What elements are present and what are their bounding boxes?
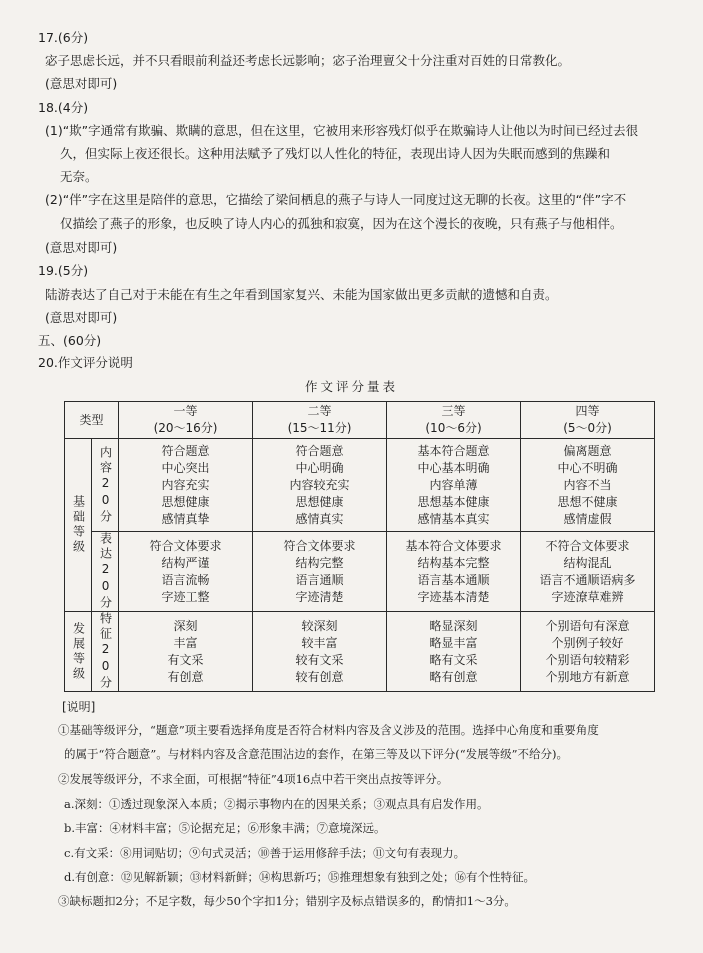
- table-cell: 内容充实: [161, 477, 210, 492]
- table-cell: 有创意: [167, 669, 204, 684]
- content-grade-3: [387, 439, 521, 532]
- q18-p1-line1: (1)“欺”字通常有欺骗、欺瞒的意思，但在这里，它被用来形容残灯似乎在欺骗诗人让他以为时间已经过去很: [45, 123, 639, 138]
- table-cell: 语言通顺: [295, 572, 344, 587]
- table-cell: 结构严谨: [161, 555, 210, 570]
- grade-4-name: 四等: [575, 404, 600, 418]
- table-cell: 感情虚假: [563, 511, 612, 526]
- table-cell: 思想不健康: [557, 494, 618, 509]
- table-cell: 略有文采: [429, 652, 478, 667]
- table-cell: 中心突出: [161, 460, 210, 475]
- notes-label: [说明]: [62, 700, 96, 714]
- table-cell: 中心基本明确: [417, 460, 490, 475]
- table-cell: 较丰富: [301, 635, 338, 650]
- table-cell: 字迹基本清楚: [417, 589, 490, 604]
- content-label: 内容20分: [92, 439, 119, 532]
- table-cell: 个别语句有深意: [545, 618, 630, 633]
- note-2b: b.丰富：④材料丰富；⑤论据充足；⑥形象丰满；⑦意境深远。: [64, 821, 386, 835]
- grade-3-range: (10～6分): [425, 421, 482, 435]
- feature-grade-2: [253, 612, 387, 692]
- basic-level-label: 基础等级: [65, 439, 92, 612]
- content-grade-1: [119, 439, 253, 532]
- note-2c: c.有文采：⑧用词贴切；⑨句式灵活；⑩善于运用修辞手法；⑪文句有表现力。: [64, 846, 466, 860]
- table-cell: 符合题意: [295, 443, 344, 458]
- table-cell: 有文采: [167, 652, 204, 667]
- table-cell: 较有创意: [295, 669, 344, 684]
- expression-label: 表达20分: [92, 532, 119, 612]
- content-grade-2: [253, 439, 387, 532]
- table-cell: 符合文体要求: [283, 538, 356, 553]
- table-title: 作文评分量表: [304, 379, 398, 394]
- table-cell: 个别例子较好: [551, 635, 624, 650]
- feature-row: [65, 612, 655, 692]
- grade-2-header: [253, 402, 387, 439]
- grade-2-range: (15～11分): [287, 421, 352, 435]
- table-cell: 基本符合文体要求: [405, 538, 502, 553]
- table-cell: 个别语句较精彩: [545, 652, 630, 667]
- section-5-heading: 五、(60分): [38, 333, 102, 348]
- q17-heading: 17.(6分): [38, 30, 89, 45]
- table-cell: 字迹清楚: [295, 589, 344, 604]
- q17-note: (意思对即可): [45, 76, 118, 91]
- expression-grade-1: [119, 532, 253, 612]
- grade-3-name: 三等: [441, 404, 466, 418]
- table-cell: 略显丰富: [429, 635, 478, 650]
- feature-grade-3: [387, 612, 521, 692]
- grading-table: [64, 401, 655, 692]
- table-cell: 深刻: [173, 618, 198, 633]
- table-cell: 略有创意: [429, 669, 478, 684]
- table-cell: 感情真挚: [161, 511, 210, 526]
- table-cell: 感情真实: [295, 511, 344, 526]
- type-label: 类型: [65, 402, 119, 439]
- note-1-line1: ①基础等级评分，“题意”项主要看选择角度是否符合材料内容及含义涉及的范围。选择中心角度和重要角度: [58, 723, 599, 737]
- grade-4-header: [521, 402, 655, 439]
- grade-1-range: (20～16分): [153, 421, 218, 435]
- table-cell: 语言基本通顺: [417, 572, 490, 587]
- note-2: ②发展等级评分，不求全面，可根据“特征”4项16点中若干突出点按等评分。: [58, 772, 449, 786]
- table-cell: 中心明确: [295, 460, 344, 475]
- q17-answer: 宓子思虑长远，并不只看眼前利益还考虑长远影响；宓子治理亶父十分注重对百姓的日常教化。: [45, 53, 571, 68]
- content-row: [65, 439, 655, 532]
- grade-3-header: [387, 402, 521, 439]
- q18-heading: 18.(4分): [38, 100, 89, 115]
- q18-p2-line1: (2)“伴”字在这里是陪伴的意思，它描绘了梁间栖息的燕子与诗人一同度过这无聊的长夜。这里的“伴”字不: [45, 192, 627, 207]
- table-cell: 较有文采: [295, 652, 344, 667]
- q19-answer: 陆游表达了自己对于未能在有生之年看到国家复兴、未能为国家做出更多贡献的遗憾和自责。: [45, 287, 558, 302]
- grade-4-range: (5～0分): [563, 421, 612, 435]
- table-cell: 内容单薄: [429, 477, 478, 492]
- grade-2-name: 二等: [307, 404, 332, 418]
- feature-grade-4: [521, 612, 655, 692]
- table-cell: 基本符合题意: [417, 443, 490, 458]
- table-cell: 符合文体要求: [149, 538, 222, 553]
- grade-1-name: 一等: [173, 404, 198, 418]
- grade-1-header: [119, 402, 253, 439]
- q18-p1-line2: 久，但实际上夜还很长。这种用法赋予了残灯以人性化的特征，表现出诗人因为失眠而感到的焦躁和: [60, 146, 611, 161]
- q19-heading: 19.(5分): [38, 263, 89, 278]
- expression-grade-2: [253, 532, 387, 612]
- table-cell: 个别地方有新意: [545, 669, 630, 684]
- note-1-line2: 的属于“符合题意”。与材料内容及含意范围沾边的套作，在第三等及以下评分(“发展等级”不给分)。: [64, 747, 568, 761]
- table-cell: 较深刻: [301, 618, 338, 633]
- table-cell: 思想健康: [161, 494, 210, 509]
- feature-grade-1: [119, 612, 253, 692]
- q18-note: (意思对即可): [45, 240, 118, 255]
- table-cell: 结构混乱: [563, 555, 612, 570]
- table-cell: 偏离题意: [563, 443, 612, 458]
- table-header-row: [65, 402, 655, 439]
- q20-heading: 20.作文评分说明: [38, 355, 133, 370]
- table-cell: 不符合文体要求: [545, 538, 630, 553]
- content-grade-4: [521, 439, 655, 532]
- note-3: ③缺标题扣2分；不足字数，每少50个字扣1分；错别字及标点错误多的，酌情扣1～3分。: [58, 894, 516, 908]
- note-2d: d.有创意：⑫见解新颖；⑬材料新鲜；⑭构思新巧；⑮推理想象有独到之处；⑯有个性特征。: [64, 870, 536, 884]
- q19-note: (意思对即可): [45, 310, 118, 325]
- table-cell: 字迹工整: [161, 589, 210, 604]
- table-cell: 语言流畅: [161, 572, 210, 587]
- table-cell: 感情基本真实: [417, 511, 490, 526]
- feature-label: 特征20分: [92, 612, 119, 692]
- development-level-label: 发展等级: [65, 612, 92, 692]
- table-cell: 结构完整: [295, 555, 344, 570]
- table-cell: 思想健康: [295, 494, 344, 509]
- expression-row: [65, 532, 655, 612]
- table-cell: 语言不通顺语病多: [539, 572, 636, 587]
- table-cell: 结构基本完整: [417, 555, 490, 570]
- q18-p2-line2: 仅描绘了燕子的形象，也反映了诗人内心的孤独和寂寞，因为在这个漫长的夜晚，只有燕子与他相伴。: [60, 216, 623, 231]
- table-cell: 思想基本健康: [417, 494, 490, 509]
- table-cell: 符合题意: [161, 443, 210, 458]
- q18-p1-line3: 无奈。: [60, 169, 98, 184]
- table-cell: 中心不明确: [557, 460, 618, 475]
- expression-grade-3: [387, 532, 521, 612]
- table-cell: 略显深刻: [429, 618, 478, 633]
- table-cell: 字迹潦草难辨: [551, 589, 624, 604]
- table-cell: 内容较充实: [289, 477, 350, 492]
- table-cell: 内容不当: [563, 477, 612, 492]
- note-2a: a.深刻：①透过现象深入本质；②揭示事物内在的因果关系；③观点具有启发作用。: [64, 797, 489, 811]
- expression-grade-4: [521, 532, 655, 612]
- table-cell: 丰富: [173, 635, 198, 650]
